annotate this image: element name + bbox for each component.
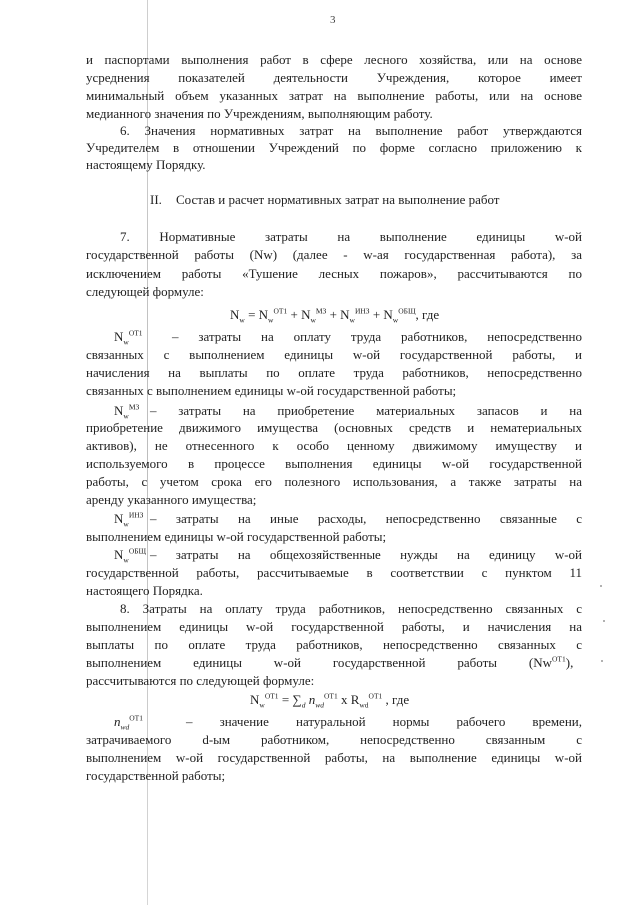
def5-line: затрачиваемого d-ым работником, непосредственно связанным с bbox=[86, 732, 582, 747]
def3-line: – затраты на иные расходы, непосредственно связанные с bbox=[150, 511, 582, 526]
def4-line: – затраты на общехозяйственные нужды на единицу w-ой bbox=[150, 547, 582, 562]
intro-line: усреднения показателей деятельности Учреждения, которое имеет bbox=[86, 70, 582, 85]
definition-symbol: $n_{wd}^{ОТ1}$ bbox=[114, 713, 144, 732]
def1-line: связанных с выполнением единицы w-ой государственной работы; bbox=[86, 383, 457, 398]
p6-line: настоящему Порядку. bbox=[86, 157, 206, 172]
intro-line: медианного значения по Учреждениям, выполняющим работу. bbox=[86, 106, 433, 121]
def4-line: государственной работы, рассчитываемые в соответствии с пунктом 11 bbox=[86, 565, 582, 580]
def2-line: используемого в процессе выполнения единицы w-ой государственной bbox=[86, 456, 582, 471]
section-number: II. bbox=[150, 192, 162, 207]
scan-speck bbox=[603, 620, 605, 622]
p6-line: Учредителем в отношении Учреждений по форме согласно приложению к bbox=[86, 140, 582, 155]
def5-line: государственной работы; bbox=[86, 768, 226, 783]
def4-line: настоящего Порядка. bbox=[86, 583, 203, 598]
page-number: 3 bbox=[330, 14, 336, 26]
section-title: Состав и расчет нормативных затрат на выполнение работ bbox=[176, 192, 500, 207]
definition-symbol: $N_w^{ИНЗ}$ bbox=[114, 510, 144, 529]
def2-line: – затраты на приобретение материальных запасов и на bbox=[150, 403, 582, 418]
p8-line: выполнением единицы w-ой государственной работы, и начисления на bbox=[86, 619, 582, 634]
section-heading bbox=[150, 192, 500, 208]
def2-line: приобретение движимого имущества (основных средств и нематериальных bbox=[86, 420, 582, 435]
p7-line: 7. Нормативные затраты на выполнение единицы w-ой bbox=[120, 229, 582, 244]
p8-line: рассчитываются по следующей формуле: bbox=[86, 673, 315, 688]
formula-nw-ot1: $N_w^{ОТ1} = \sum_d$ $n_{wd}^{ОТ1}$ x $R_{wd}^{ОТ1}$ , где bbox=[250, 691, 410, 710]
p7-line: государственной работы (Nw) (далее - w-ая государственная работа), за bbox=[86, 247, 582, 262]
def2-line: активов), не отнесенного к особо ценному движимому имуществу и bbox=[86, 438, 582, 453]
def2-line: работы, с учетом срока его полезного использования, а также затраты на bbox=[86, 474, 582, 489]
definition-symbol: $N_w^{ОБЩ}$ bbox=[114, 546, 147, 565]
def3-line: выполнением единицы w-ой государственной работы; bbox=[86, 529, 387, 544]
def1-line: связанных с выполнением единицы w-ой государственной работы, и bbox=[86, 347, 582, 362]
def1-line: начисления на выплаты по оплате труда работников, непосредственно bbox=[86, 365, 582, 380]
def2-line: аренду указанного имущества; bbox=[86, 492, 257, 507]
p6-line: 6. Значения нормативных затрат на выполнение работ утверждаются bbox=[120, 123, 582, 138]
p7-line: следующей формуле: bbox=[86, 284, 204, 299]
intro-line: минимальный объем указанных затрат на выполнение работы, или на основе bbox=[86, 88, 582, 103]
def5-line: – значение натуральной нормы рабочего времени, bbox=[186, 714, 582, 729]
p8-line: выполнением единицы w-ой государственной работы $(Nw^{ОТ1})$, bbox=[86, 654, 574, 670]
def5-line: выполнением w-ой государственной работы, на выполнение единицы w-ой bbox=[86, 750, 582, 765]
p8-line: выплаты по оплате труда работников, непосредственно связанных с bbox=[86, 637, 582, 652]
p8-line: 8. Затраты на оплату труда работников, непосредственно связанных с bbox=[120, 601, 582, 616]
scan-speck bbox=[601, 660, 603, 662]
scan-speck bbox=[600, 585, 602, 587]
definition-symbol: $N_w^{МЗ}$ bbox=[114, 402, 140, 421]
formula-nw: $N_w = N_w^{ОТ1} + N_w^{МЗ} + N_w^{ИНЗ} + N_w^{ОБЩ}$, где bbox=[230, 306, 440, 325]
p7-line: исключением работы «Тушение лесных пожаров», рассчитываются по bbox=[86, 266, 582, 281]
definition-symbol: $N_w^{ОТ1}$ bbox=[114, 328, 143, 347]
def1-line: – затраты на оплату труда работников, непосредственно bbox=[172, 329, 582, 344]
intro-line: и паспортами выполнения работ в сфере лесного хозяйства, или на основе bbox=[86, 52, 582, 67]
